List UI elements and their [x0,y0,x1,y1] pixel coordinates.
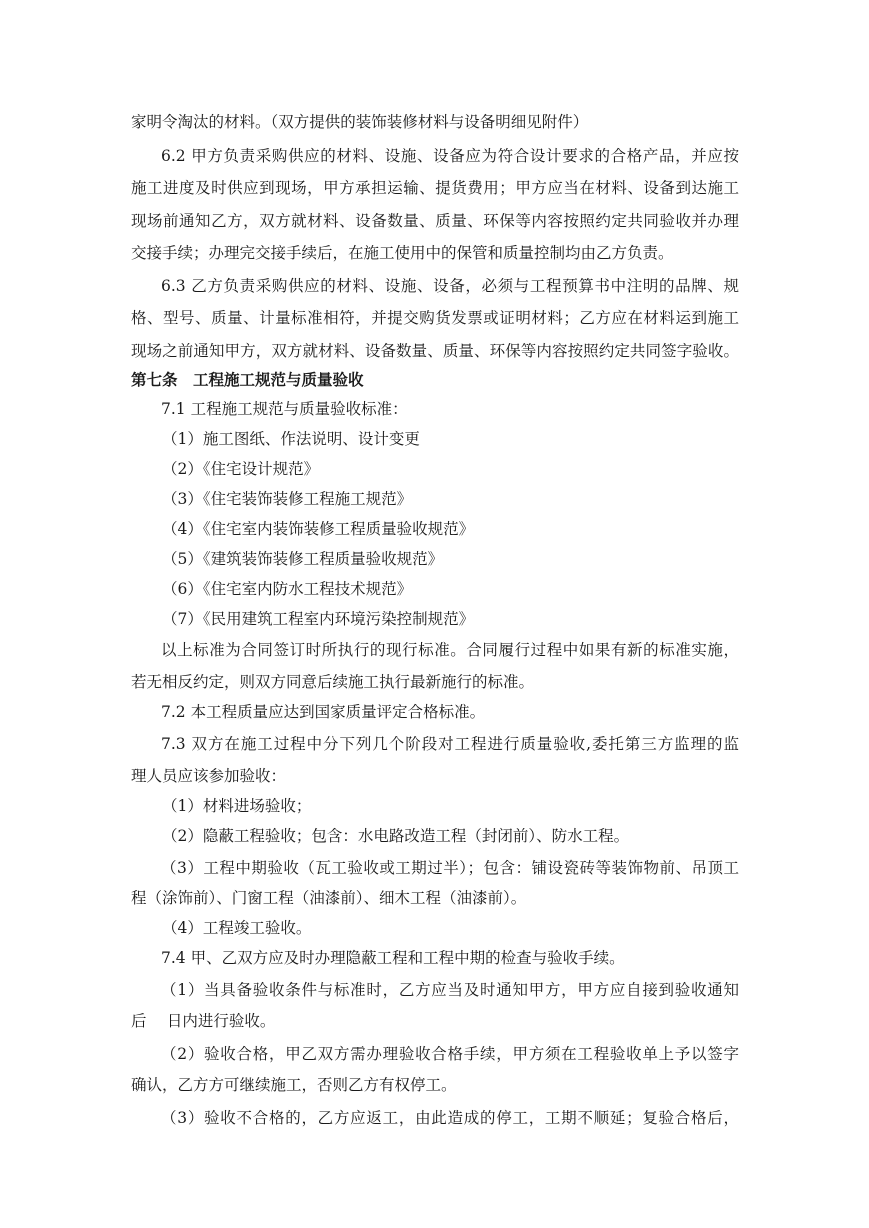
clause-7-3-line: 7.3 双方在施工过程中分下列几个阶段对工程进行质量验收,委托第三方监理的监 [161,735,739,753]
text-line: 确认，乙方方可继续施工，否则乙方有权停工。 [131,1076,457,1094]
list-item: （5）《建筑装饰装修工程质量验收规范》 [162,550,444,568]
text-line: 现场之前通知甲方，双方就材料、设备数量、质量、环保等内容按照约定共同签字验收。 [131,342,739,360]
text-line: 理人员应该参加验收： [131,767,287,785]
text-line: 现场前通知乙方，双方就材料、设备数量、质量、环保等内容按照约定共同验收并办理 [131,212,739,230]
list-item: （6）《住宅室内防水工程技术规范》 [162,580,413,598]
list-item: （2）验收合格，甲乙双方需办理验收合格手续，甲方须在工程验收单上予以签字 [161,1045,739,1063]
list-item: （4）工程竣工验收。 [162,919,312,937]
text-line: 程（涂饰前）、门窗工程（油漆前）、细木工程（油漆前）。 [131,889,527,907]
clause-6-2-line: 6.2 甲方负责采购供应的材料、设施、设备应为符合设计要求的合格产品，并应按 [161,147,739,165]
clause-7-2-line: 7.2 本工程质量应达到国家质量评定合格标准。 [161,703,486,721]
text-line: 施工进度及时供应到现场，甲方承担运输、提货费用；甲方应当在材料、设备到达施工 [131,179,739,197]
text-line: 格、型号、质量、计量标准相符，并提交购货发票或证明材料；乙方应在材料运到施工 [131,309,739,327]
list-item: （1）材料进场验收； [162,797,312,815]
clause-7-1-line: 7.1 工程施工规范与质量验收标准： [161,400,408,418]
list-item: （2）《住宅设计规范》 [162,460,320,478]
list-item: （3）《住宅装饰装修工程施工规范》 [162,490,413,508]
section-heading-article-7: 第七条 工程施工规范与质量验收 [131,371,364,389]
list-item: （4）《住宅室内装饰装修工程质量验收规范》 [162,520,475,538]
list-item: （3）工程中期验收（瓦工验收或工期过半）；包含：铺设瓷砖等装饰物前、吊顶工 [161,859,739,877]
text-line: 以上标准为合同签订时所执行的现行标准。合同履行过程中如果有新的标准实施， [161,641,739,659]
list-item: （1）当具备验收条件与标准时，乙方应当及时通知甲方，甲方应自接到验收通知 [161,981,739,999]
text-line: 交接手续；办理完交接手续后，在施工使用中的保管和质量控制均由乙方负责。 [131,244,674,262]
text-line: 若无相反约定，则双方同意后续施工执行最新施行的标准。 [131,673,535,691]
list-item: （2）隐蔽工程验收；包含：水电路改造工程（封闭前）、防水工程。 [162,827,630,845]
text-line: 家明令淘汰的材料。（双方提供的装饰装修材料与设备明细见附件） [131,113,589,131]
clause-7-4-line: 7.4 甲、乙双方应及时办理隐蔽工程和工程中期的检查与验收手续。 [161,949,625,967]
list-item: （1）施工图纸、作法说明、设计变更 [162,430,420,448]
list-item: （7）《民用建筑工程室内环境污染控制规范》 [162,610,475,628]
clause-6-3-line: 6.3 乙方负责采购供应的材料、设施、设备，必须与工程预算书中注明的品牌、规 [161,277,739,295]
text-line: 后 日内进行验收。 [131,1012,276,1030]
list-item: （3）验收不合格的，乙方应返工，由此造成的停工，工期不顺延；复验合格后， [161,1109,739,1127]
